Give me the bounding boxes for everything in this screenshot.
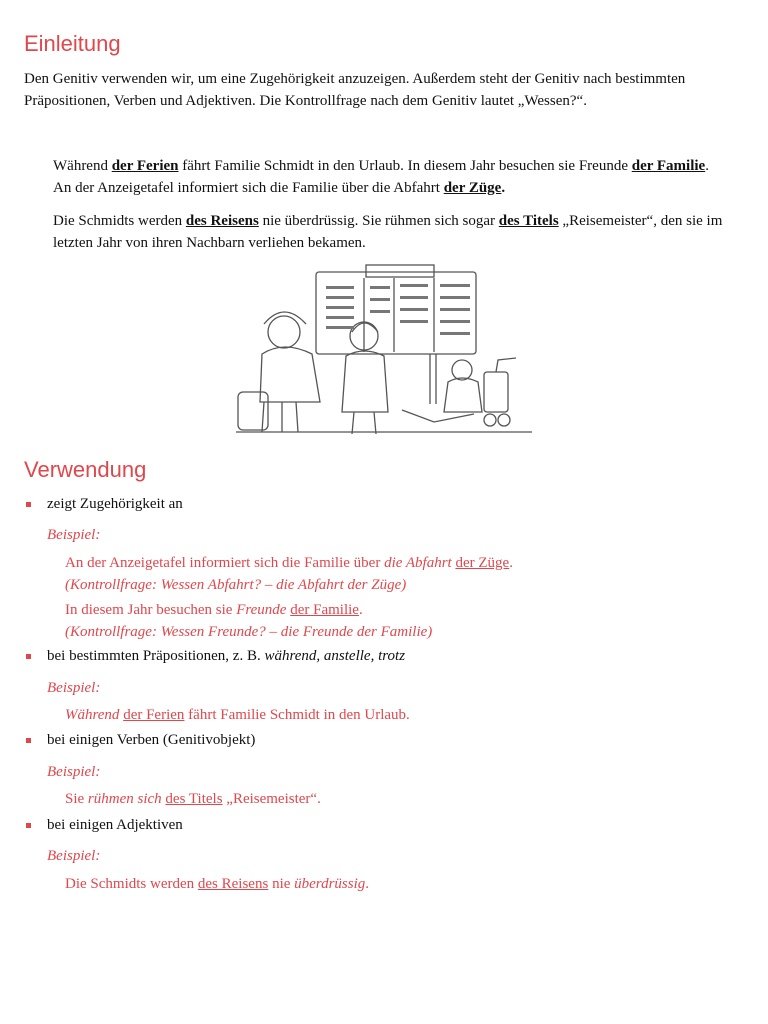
text: Sie bbox=[65, 791, 88, 807]
text: nie überdrüssig. Sie rühmen sich sogar bbox=[258, 213, 499, 229]
genitive-phrase: der Familie bbox=[631, 158, 706, 174]
preposition-list: während, anstelle, trotz bbox=[264, 648, 406, 664]
departure-board-illustration bbox=[234, 262, 534, 442]
text: . bbox=[501, 180, 506, 196]
example-sentence bbox=[65, 599, 745, 643]
text: In diesem Jahr besuchen sie bbox=[65, 602, 237, 618]
text: „Reisemeister“. bbox=[222, 791, 321, 807]
genitive-phrase: der Züge bbox=[455, 555, 510, 571]
example-sentence bbox=[65, 788, 745, 810]
intro-paragraph: Den Genitiv verwenden wir, um eine Zugehörigkeit anzuzeigen. Außerdem steht der Genitiv nach bestimmten Präpositionen, Verben und Adjektiven. Die Kontrollfrage nach dem Genitiv lautet „Wessen?“. bbox=[24, 71, 686, 109]
example-sentence bbox=[65, 704, 745, 726]
text: Die Schmidts werden bbox=[65, 876, 198, 892]
bullet-icon bbox=[26, 654, 31, 659]
example-sentence bbox=[65, 873, 745, 895]
story-paragraph-1 bbox=[53, 155, 753, 199]
genitive-phrase: der Ferien bbox=[111, 158, 179, 174]
example-label: Beispiel: bbox=[47, 680, 101, 696]
text: nie bbox=[268, 876, 295, 892]
control-question: (Kontrollfrage: Wessen Freunde? – die Freunde der Familie) bbox=[65, 624, 433, 640]
usage-item-label: bei einigen Adjektiven bbox=[47, 817, 183, 833]
preposition: Während bbox=[65, 707, 120, 723]
bullet-icon bbox=[26, 823, 31, 828]
section-heading-einleitung: Einleitung bbox=[24, 31, 121, 56]
text: An der Anzeigetafel informiert sich die Familie über bbox=[65, 555, 385, 571]
control-question: (Kontrollfrage: Wessen Abfahrt? – die Abfahrt der Züge) bbox=[65, 577, 407, 593]
usage-item-label bbox=[47, 645, 405, 667]
usage-item-label: zeigt Zugehörigkeit an bbox=[47, 496, 183, 512]
text: . bbox=[705, 158, 709, 174]
text: fährt Familie Schmidt in den Urlaub. bbox=[184, 707, 410, 723]
genitive-phrase: des Titels bbox=[165, 791, 223, 807]
text: Die Schmidts werden bbox=[53, 213, 186, 229]
section-heading-verwendung: Verwendung bbox=[24, 457, 147, 482]
genitive-phrase: der Züge bbox=[443, 180, 502, 196]
text: . bbox=[509, 555, 513, 571]
text: „Reisemeister“, den sie im bbox=[558, 213, 723, 229]
example-label: Beispiel: bbox=[47, 764, 101, 780]
story-paragraph-2 bbox=[53, 210, 758, 254]
head-noun: Freunde bbox=[236, 602, 287, 618]
usage-item-label: bei einigen Verben (Genitivobjekt) bbox=[47, 732, 256, 748]
text: . bbox=[365, 876, 370, 892]
example-label: Beispiel: bbox=[47, 527, 101, 543]
text: An der Anzeigetafel informiert sich die Familie über die Abfahrt bbox=[53, 180, 444, 196]
genitive-phrase: der Ferien bbox=[123, 707, 185, 723]
adjective: überdrüssig bbox=[294, 876, 366, 892]
example-sentence bbox=[65, 552, 745, 596]
text: . bbox=[358, 602, 363, 618]
head-noun: die Abfahrt bbox=[384, 555, 452, 571]
bullet-icon bbox=[26, 738, 31, 743]
genitive-phrase: des Titels bbox=[498, 213, 559, 229]
text: fährt Familie Schmidt in den Urlaub. In diesem Jahr besuchen sie Freunde bbox=[178, 158, 632, 174]
text: bei bestimmten Präpositionen, z. B. bbox=[47, 648, 265, 664]
genitive-phrase: des Reisens bbox=[185, 213, 259, 229]
verb: rühmen sich bbox=[87, 791, 162, 807]
text: Während bbox=[53, 158, 112, 174]
bullet-icon bbox=[26, 502, 31, 507]
example-label: Beispiel: bbox=[47, 848, 101, 864]
text: letzten Jahr von ihren Nachbarn verliehen bekamen. bbox=[53, 235, 366, 251]
genitive-phrase: der Familie bbox=[290, 602, 359, 618]
genitive-phrase: des Reisens bbox=[197, 876, 269, 892]
